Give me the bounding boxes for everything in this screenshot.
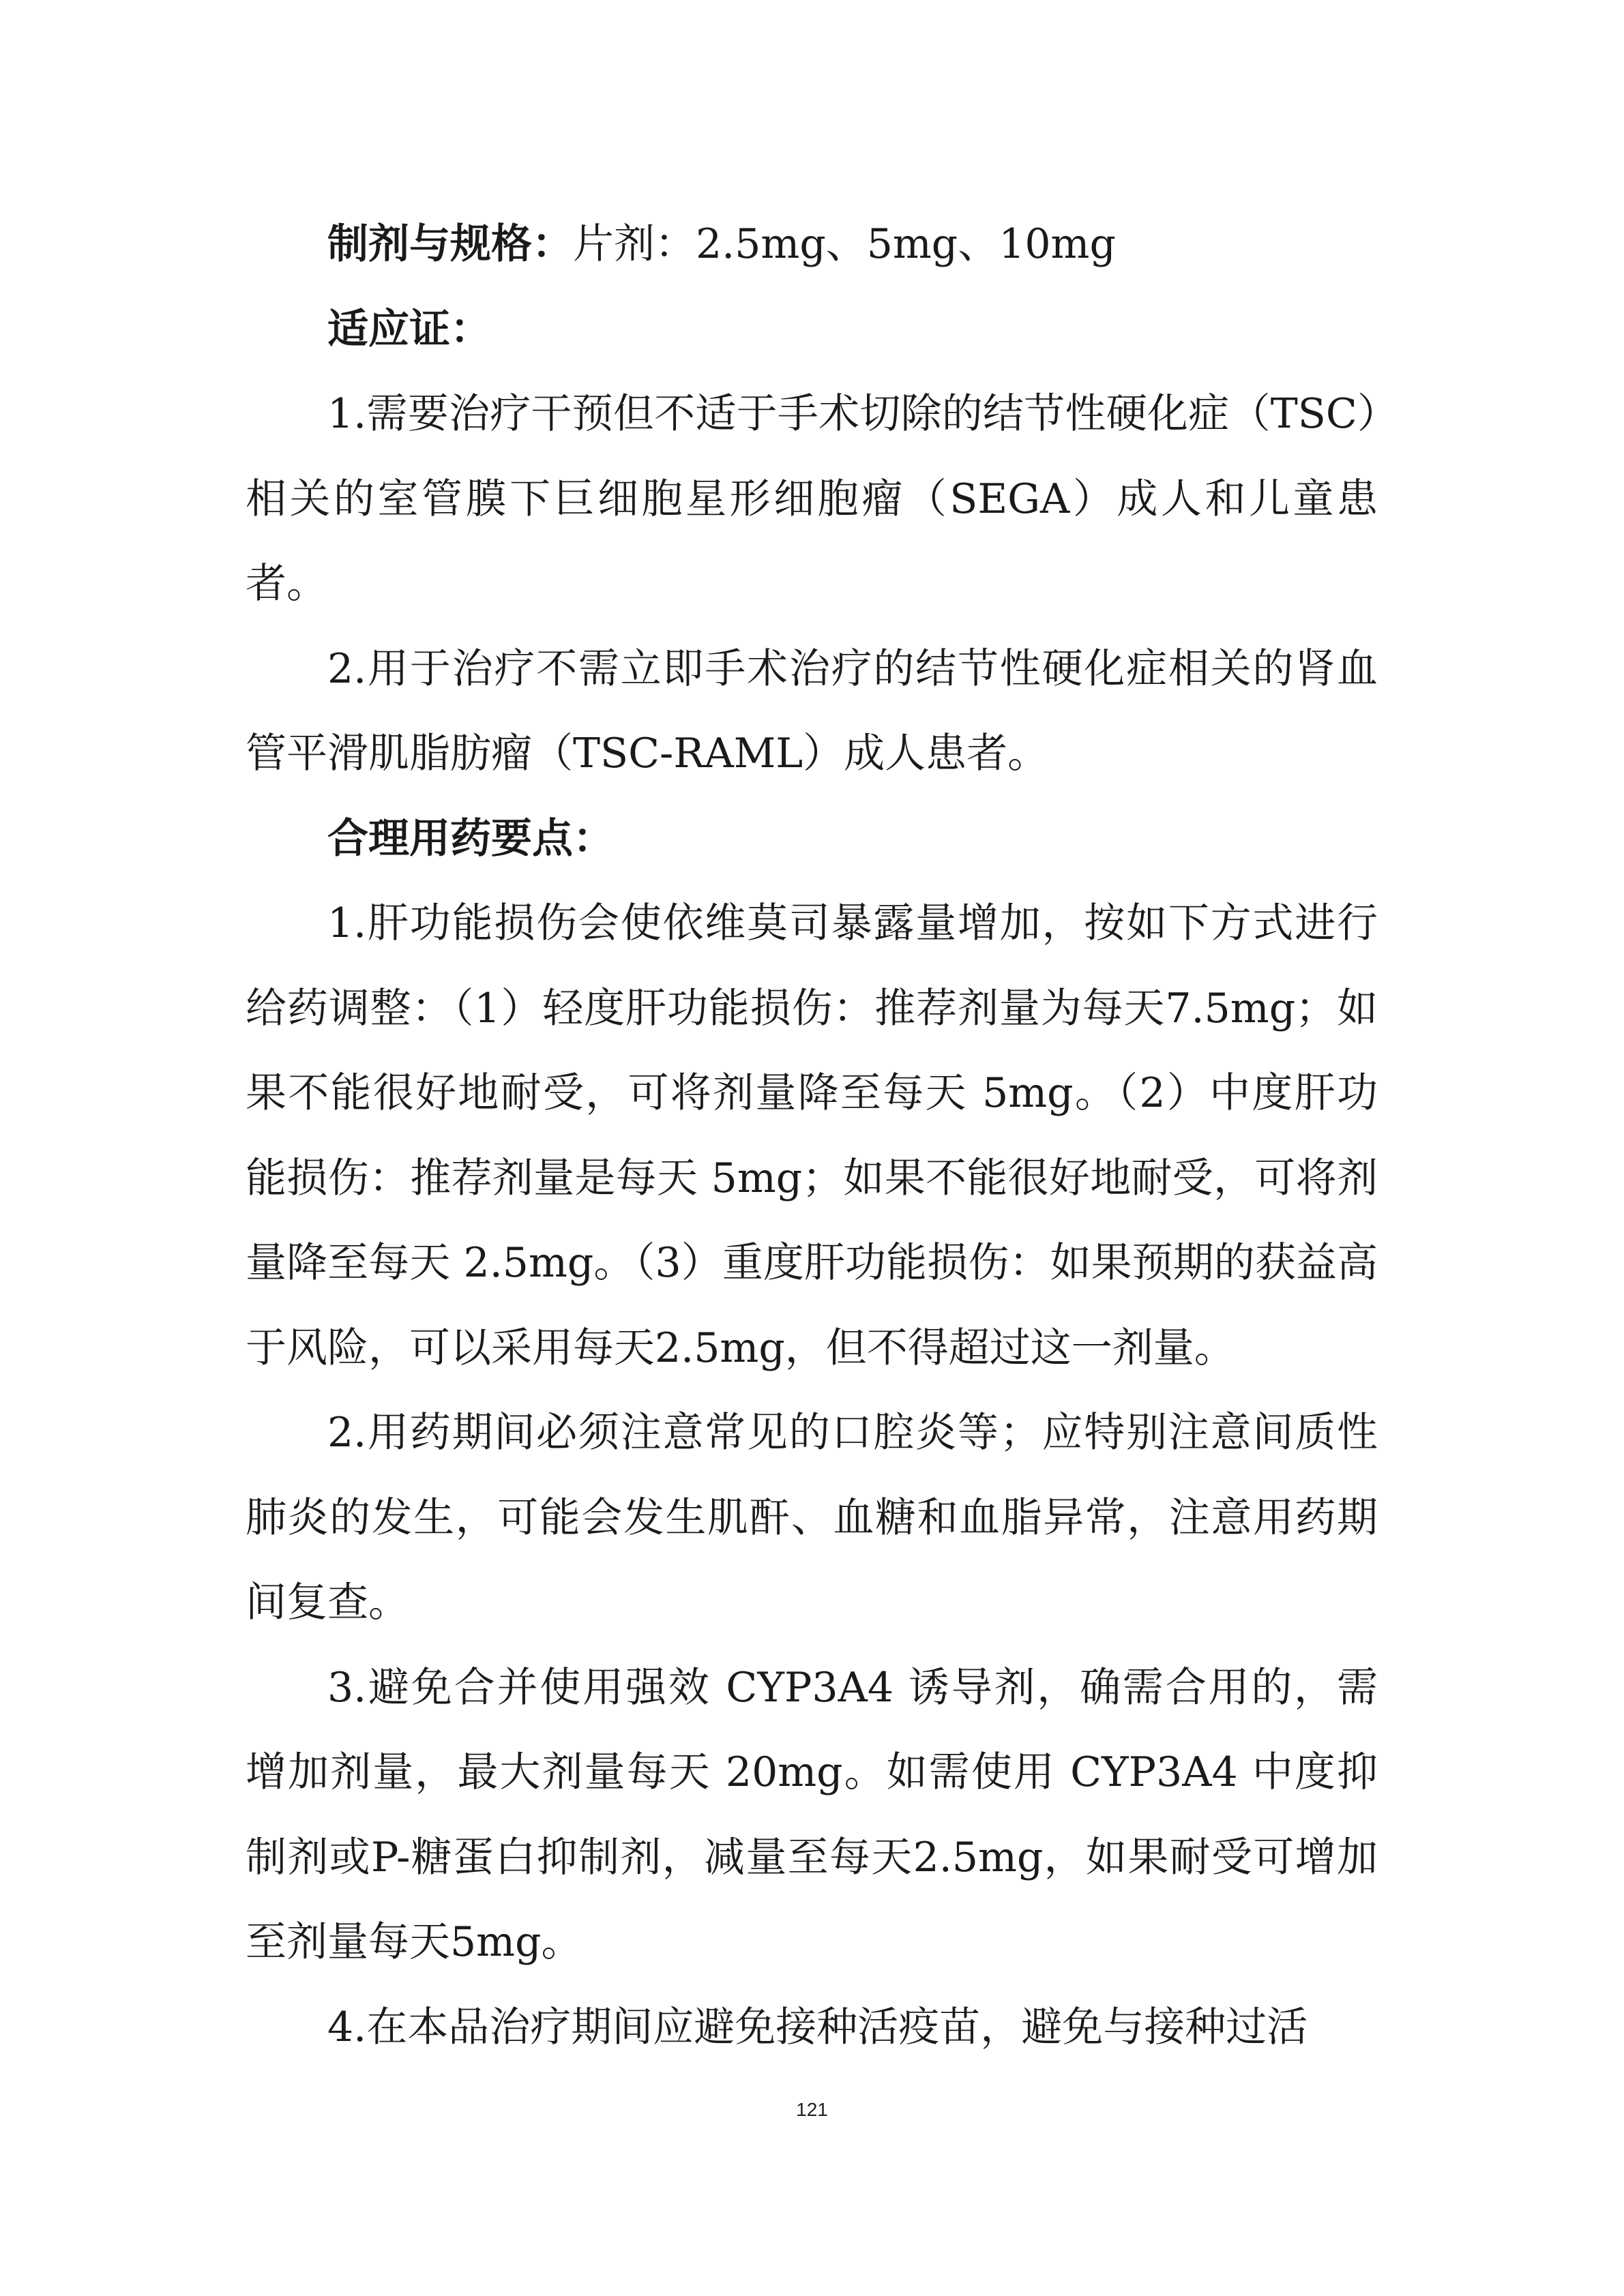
page-number: 121 — [796, 2099, 828, 2120]
rational-use-item: 3.避免合并使用强效 CYP3A4 诱导剂，确需合用的，需增加剂量，最大剂量每天 20mg。如需使用 CYP3A4 中度抑制剂或P-糖蛋白抑制剂，减量至每天2.5mg，如果耐受可增加至剂量每天5mg。 — [246, 1663, 1378, 1966]
formulation-label: 制剂与规格： — [327, 220, 573, 268]
indication-item: 1.需要治疗干预但不适于手术切除的结节性硬化症（TSC）相关的室管膜下巨细胞星形细胞瘤（SEGA）成人和儿童患者。 — [246, 390, 1378, 608]
indications-heading: 适应证： — [327, 305, 491, 353]
indication-item: 2.用于治疗不需立即手术治疗的结节性硬化症相关的肾血管平滑肌脂肪瘤（TSC-RAML）成人患者。 — [246, 644, 1378, 777]
rational-use-item: 1.肝功能损伤会使依维莫司暴露量增加，按如下方式进行给药调整：（1）轻度肝功能损伤：推荐剂量为每天7.5mg；如果不能很好地耐受，可将剂量降至每天 5mg。（2）中度肝功能损伤：推荐剂量是每天 5mg；如果不能很好地耐受，可将剂量降至每天 2.5mg。（3）重度肝功能损伤：如果预期的获益高于风险，可以采用每天2.5mg，但不得超过这一剂量。 — [246, 899, 1378, 1372]
rational-use-heading: 合理用药要点： — [327, 814, 614, 863]
rational-use-item: 4.在本品治疗期间应避免接种活疫苗，避免与接种过活 — [327, 2003, 1308, 2051]
formulation-paragraph — [246, 202, 1378, 287]
rational-use-item: 2.用药期间必须注意常见的口腔炎等；应特别注意间质性肺炎的发生，可能会发生肌酐、血糖和血脂异常，注意用药期间复查。 — [246, 1409, 1378, 1626]
formulation-text: 片剂：2.5mg、5mg、10mg — [573, 220, 1116, 268]
document-body — [246, 202, 1378, 2070]
